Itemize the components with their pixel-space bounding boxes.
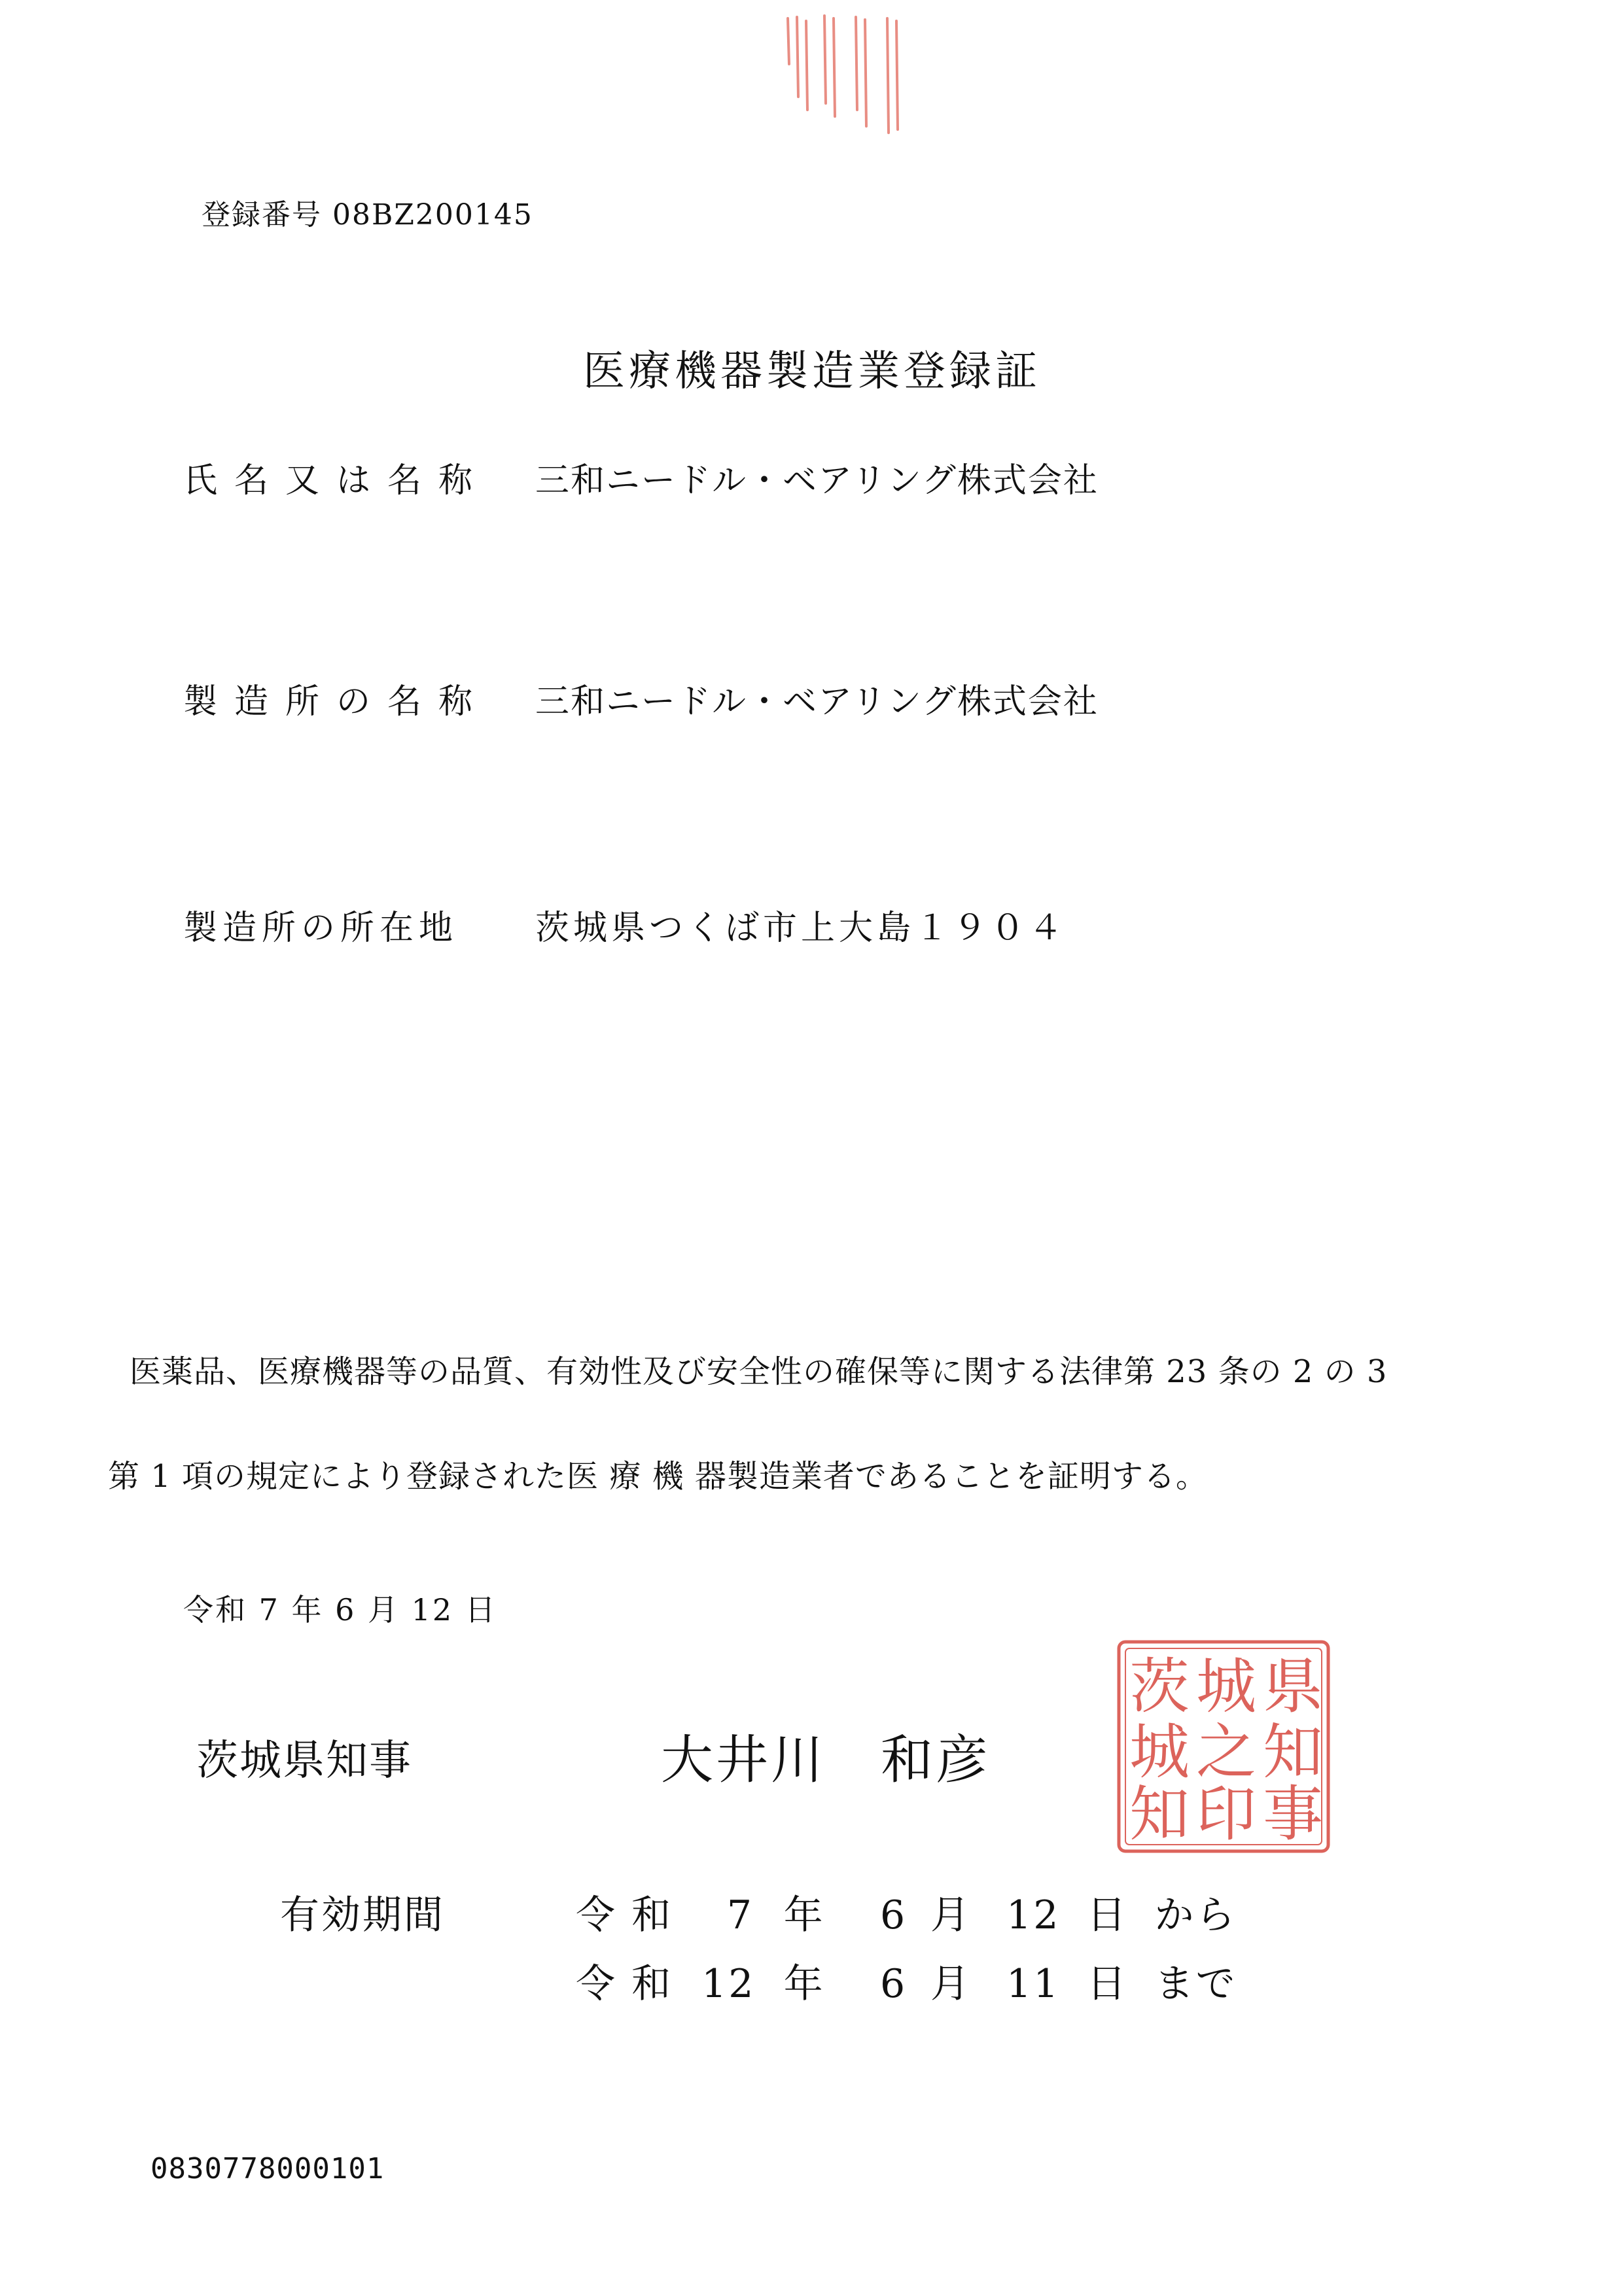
registration-label: 登録番号 — [202, 198, 322, 232]
field-value-plant-address: 茨城県つくば市上大島１９０４ — [535, 909, 1067, 948]
svg-text:知: 知 — [1263, 1717, 1324, 1787]
governor-title: 茨城県知事 — [196, 1737, 412, 1785]
svg-text:事: 事 — [1263, 1779, 1324, 1849]
svg-text:知: 知 — [1129, 1779, 1190, 1849]
validity-to-suffix: まで — [1154, 1961, 1237, 2007]
validity-to — [576, 1953, 1237, 2009]
document-code: 0830778000101 — [150, 2152, 385, 2185]
validity-from-month-unit: 月 — [930, 1892, 972, 1938]
validity-to-day: 11 — [1006, 1961, 1061, 2007]
svg-text:之: 之 — [1196, 1717, 1257, 1787]
svg-text:茨: 茨 — [1129, 1652, 1190, 1722]
seal-char-ken: 県 — [1263, 1652, 1324, 1722]
page-title: 医療機器製造業登録証 — [583, 347, 1041, 396]
svg-text:城: 城 — [1129, 1717, 1190, 1787]
field-value-name: 三和ニードル・ベアリング株式会社 — [535, 461, 1099, 500]
validity-from-year: 7 — [726, 1892, 754, 1938]
validity-from-month: 6 — [880, 1892, 908, 1938]
validity-to-day-unit: 日 — [1086, 1961, 1128, 2007]
validity-label: 有効期間 — [280, 1892, 445, 1938]
validity-to-era: 令 和 — [576, 1961, 673, 2007]
governor-name: 大井川 和彦 — [661, 1730, 991, 1790]
official-seal — [1112, 1635, 1335, 1858]
validity-to-month: 6 — [880, 1961, 908, 2007]
registration-number-line — [202, 191, 533, 233]
svg-text:印: 印 — [1196, 1779, 1257, 1849]
top-seal-marks — [779, 12, 909, 143]
field-value-plant-name: 三和ニードル・ベアリング株式会社 — [535, 682, 1099, 722]
registration-number: 08BZ200145 — [332, 198, 533, 232]
field-label-name: 氏名又は名称 — [183, 461, 490, 500]
validity-from-era: 令 和 — [576, 1892, 673, 1938]
validity-from-year-unit: 年 — [783, 1892, 825, 1938]
validity-to-year-unit: 年 — [783, 1961, 825, 2007]
issue-date: 令和 7 年 6 月 12 日 — [183, 1592, 497, 1627]
field-label-plant-address: 製造所の所在地 — [183, 909, 459, 948]
validity-from-day-unit: 日 — [1086, 1892, 1128, 1938]
validity-to-year: 12 — [701, 1961, 756, 2007]
validity-from-suffix: から — [1154, 1892, 1237, 1938]
field-label-plant-name: 製造所の名称 — [183, 682, 490, 722]
statement-line-1: 医薬品、医療機器等の品質、有効性及び安全性の確保等に関する法律第 23 条の 2 の 3 — [130, 1353, 1388, 1390]
svg-text:城: 城 — [1196, 1652, 1257, 1722]
validity-from-day: 12 — [1006, 1892, 1061, 1938]
validity-to-month-unit: 月 — [930, 1961, 972, 2007]
statement-line-2: 第 1 項の規定により登録された医 療 機 器製造業者であることを証明する。 — [108, 1458, 1208, 1495]
validity-from — [576, 1884, 1237, 1940]
